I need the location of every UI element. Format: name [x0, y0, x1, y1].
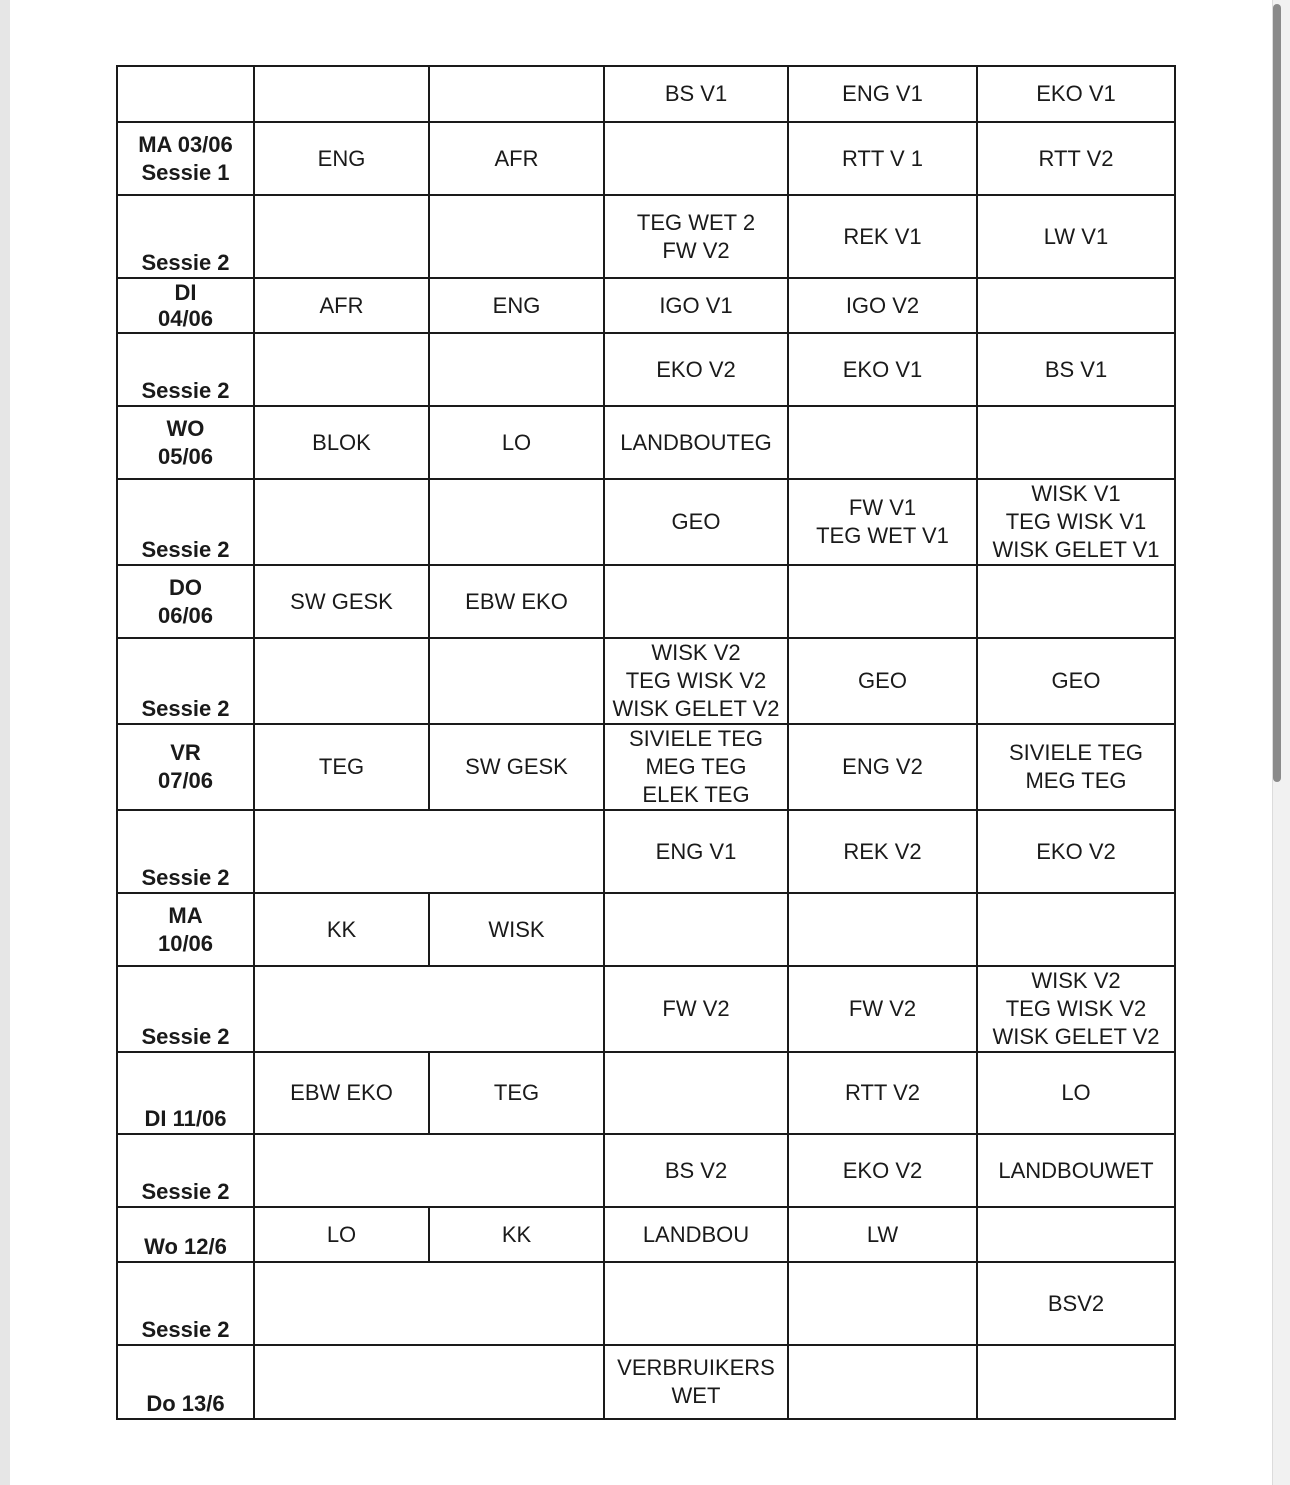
table-cell: RTT V 1	[788, 122, 977, 195]
table-cell	[977, 1207, 1175, 1262]
table-row	[117, 966, 1175, 1052]
day-label: DI 11/06	[117, 1052, 254, 1134]
table-cell	[254, 333, 429, 406]
table-cell: FW V2	[604, 966, 788, 1052]
day-label: MA 03/06 Sessie 1	[117, 122, 254, 195]
table-cell: WISK V2 TEG WISK V2 WISK GELET V2	[604, 638, 788, 724]
table-cell	[254, 638, 429, 724]
table-cell	[977, 893, 1175, 966]
table-cell	[788, 565, 977, 638]
day-label: DI 04/06	[117, 278, 254, 333]
table-cell: TEG	[429, 1052, 604, 1134]
table-cell	[788, 893, 977, 966]
table-row	[117, 1052, 1175, 1134]
table-cell: LANDBOU	[604, 1207, 788, 1262]
table-cell: KK	[254, 893, 429, 966]
day-label: Wo 12/6	[117, 1207, 254, 1262]
session-label: Sessie 2	[117, 333, 254, 406]
header-cell	[254, 66, 429, 122]
table-row	[117, 638, 1175, 724]
table-cell: LO	[254, 1207, 429, 1262]
day-label: MA 10/06	[117, 893, 254, 966]
session-label: Sessie 2	[117, 479, 254, 565]
table-cell	[604, 565, 788, 638]
table-row	[117, 195, 1175, 278]
table-row	[117, 1134, 1175, 1207]
table-cell: LW V1	[977, 195, 1175, 278]
merged-cell	[254, 1345, 604, 1419]
table-cell: EBW EKO	[254, 1052, 429, 1134]
table-cell: BSV2	[977, 1262, 1175, 1345]
merged-cell	[254, 1262, 604, 1345]
table-cell: REK V1	[788, 195, 977, 278]
table-cell: GEO	[788, 638, 977, 724]
table-row	[117, 122, 1175, 195]
table-cell: RTT V2	[788, 1052, 977, 1134]
table-row	[117, 1262, 1175, 1345]
session-label: Sessie 2	[117, 638, 254, 724]
table-cell: TEG WET 2 FW V2	[604, 195, 788, 278]
table-row	[117, 810, 1175, 893]
table-cell: LANDBOUWET	[977, 1134, 1175, 1207]
table-cell: GEO	[977, 638, 1175, 724]
table-cell: BS V1	[977, 333, 1175, 406]
table-cell: EKO V1	[788, 333, 977, 406]
table-cell: RTT V2	[977, 122, 1175, 195]
table-row	[117, 1345, 1175, 1419]
table-cell	[254, 195, 429, 278]
table-cell: FW V2	[788, 966, 977, 1052]
table-cell	[254, 479, 429, 565]
header-cell: BS V1	[604, 66, 788, 122]
table-cell: ENG	[429, 278, 604, 333]
table-cell: SIVIELE TEG MEG TEG	[977, 724, 1175, 810]
table-cell	[604, 122, 788, 195]
table-row	[117, 565, 1175, 638]
table-cell	[788, 406, 977, 479]
header-row	[117, 66, 1175, 122]
table-cell	[977, 406, 1175, 479]
table-cell: BLOK	[254, 406, 429, 479]
table-cell: EBW EKO	[429, 565, 604, 638]
table-row	[117, 479, 1175, 565]
table-cell: ENG V2	[788, 724, 977, 810]
table-cell: LO	[977, 1052, 1175, 1134]
merged-cell	[254, 1134, 604, 1207]
table-cell: SW GESK	[254, 565, 429, 638]
header-cell	[429, 66, 604, 122]
table-row	[117, 278, 1175, 333]
table-cell: AFR	[429, 122, 604, 195]
table-row	[117, 333, 1175, 406]
table-row	[117, 724, 1175, 810]
table-cell: LW	[788, 1207, 977, 1262]
table-row	[117, 1207, 1175, 1262]
day-label: WO 05/06	[117, 406, 254, 479]
table-cell: AFR	[254, 278, 429, 333]
day-label: VR 07/06	[117, 724, 254, 810]
table-cell	[977, 1345, 1175, 1419]
table-cell: ENG	[254, 122, 429, 195]
table-cell	[429, 195, 604, 278]
table-cell: REK V2	[788, 810, 977, 893]
table-cell: VERBRUIKERS WET	[604, 1345, 788, 1419]
table-cell	[788, 1345, 977, 1419]
table-cell	[429, 638, 604, 724]
table-cell: ENG V1	[604, 810, 788, 893]
table-cell: WISK	[429, 893, 604, 966]
table-cell: SW GESK	[429, 724, 604, 810]
table-cell: LO	[429, 406, 604, 479]
merged-cell	[254, 966, 604, 1052]
table-cell: TEG	[254, 724, 429, 810]
header-cell: EKO V1	[977, 66, 1175, 122]
table-cell	[977, 565, 1175, 638]
table-cell	[604, 1262, 788, 1345]
header-cell	[117, 66, 254, 122]
day-label: DO 06/06	[117, 565, 254, 638]
table-cell	[604, 893, 788, 966]
table-cell: IGO V1	[604, 278, 788, 333]
table-cell: KK	[429, 1207, 604, 1262]
table-cell	[429, 479, 604, 565]
table-cell	[788, 1262, 977, 1345]
table-cell: EKO V2	[977, 810, 1175, 893]
session-label: Sessie 2	[117, 1134, 254, 1207]
table-cell	[604, 1052, 788, 1134]
merged-cell	[254, 810, 604, 893]
exam-schedule-table	[116, 65, 1176, 1420]
session-label: Sessie 2	[117, 810, 254, 893]
table-cell: SIVIELE TEG MEG TEG ELEK TEG	[604, 724, 788, 810]
table-cell: GEO	[604, 479, 788, 565]
table-row	[117, 406, 1175, 479]
table-cell: WISK V2 TEG WISK V2 WISK GELET V2	[977, 966, 1175, 1052]
session-label: Sessie 2	[117, 1262, 254, 1345]
vertical-scrollbar-thumb[interactable]	[1273, 4, 1281, 782]
table-cell: EKO V2	[788, 1134, 977, 1207]
table-cell: FW V1 TEG WET V1	[788, 479, 977, 565]
table-cell: BS V2	[604, 1134, 788, 1207]
table-cell: WISK V1 TEG WISK V1 WISK GELET V1	[977, 479, 1175, 565]
table-cell: IGO V2	[788, 278, 977, 333]
table-row	[117, 893, 1175, 966]
table-cell	[429, 333, 604, 406]
table-cell: LANDBOUTEG	[604, 406, 788, 479]
table-cell	[977, 278, 1175, 333]
session-label: Sessie 2	[117, 966, 254, 1052]
day-label: Do 13/6	[117, 1345, 254, 1419]
session-label: Sessie 2	[117, 195, 254, 278]
header-cell: ENG V1	[788, 66, 977, 122]
table-cell: EKO V2	[604, 333, 788, 406]
